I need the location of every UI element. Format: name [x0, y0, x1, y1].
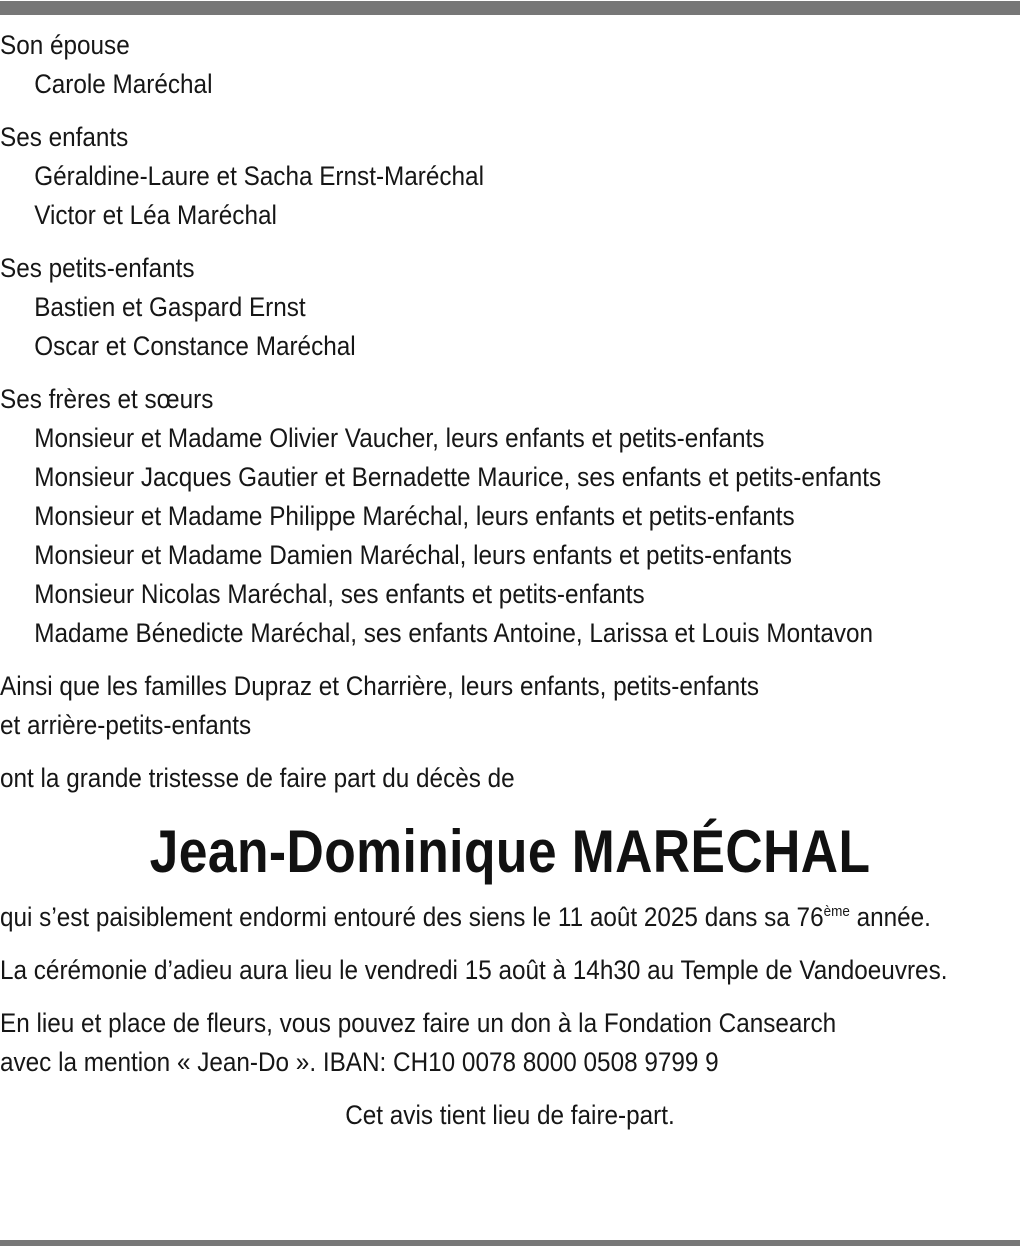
- obituary-notice: [0, 26, 1020, 1135]
- deceased-name: Jean-Dominique MARÉCHAL: [149, 818, 871, 885]
- ceremony-paragraph: La cérémonie d’adieu aura lieu le vendredi 15 août à 14h30 au Temple de Vandoeuvres.: [0, 955, 948, 985]
- grandchild-name: Bastien et Gaspard Ernst: [34, 292, 306, 322]
- families-line: et arrière-petits-enfants: [0, 710, 252, 740]
- closing-note: Cet avis tient lieu de faire-part.: [345, 1100, 675, 1130]
- sibling-name: Monsieur Nicolas Maréchal, ses enfants et petits-enfants: [34, 579, 645, 609]
- bottom-rule: [0, 1240, 1020, 1246]
- grandchildren-heading: Ses petits-enfants: [0, 253, 195, 283]
- top-rule: [0, 1, 1020, 15]
- announcement: ont la grande tristesse de faire part du décès de: [0, 763, 515, 793]
- passing-paragraph: [0, 898, 999, 937]
- sibling-name: Madame Bénedicte Maréchal, ses enfants Antoine, Larissa et Louis Montavon: [34, 618, 874, 648]
- spouse-name: Carole Maréchal: [34, 69, 213, 99]
- passing-text-end: année.: [849, 902, 931, 932]
- siblings-heading: Ses frères et sœurs: [0, 384, 214, 414]
- children-heading: Ses enfants: [0, 122, 129, 152]
- child-name: Victor et Léa Maréchal: [34, 200, 277, 230]
- sibling-name: Monsieur et Madame Philippe Maréchal, leurs enfants et petits-enfants: [34, 501, 795, 531]
- passing-text: qui s’est paisiblement endormi entouré des siens le 11 août 2025 dans sa 76: [0, 902, 824, 932]
- donation-line: avec la mention « Jean-Do ». IBAN: CH10 0078 8000 0508 9799 9: [0, 1047, 719, 1077]
- sibling-name: Monsieur Jacques Gautier et Bernadette Maurice, ses enfants et petits-enfants: [34, 462, 882, 492]
- families-line: Ainsi que les familles Dupraz et Charrière, leurs enfants, petits-enfants: [0, 671, 760, 701]
- sibling-name: Monsieur et Madame Olivier Vaucher, leurs enfants et petits-enfants: [34, 423, 765, 453]
- donation-line: En lieu et place de fleurs, vous pouvez faire un don à la Fondation Cansearch: [0, 1008, 837, 1038]
- child-name: Géraldine-Laure et Sacha Ernst-Maréchal: [34, 161, 484, 191]
- spouse-heading: Son épouse: [0, 30, 130, 60]
- ordinal-suffix: ème: [823, 903, 850, 920]
- sibling-name: Monsieur et Madame Damien Maréchal, leurs enfants et petits-enfants: [34, 540, 792, 570]
- grandchild-name: Oscar et Constance Maréchal: [34, 331, 356, 361]
